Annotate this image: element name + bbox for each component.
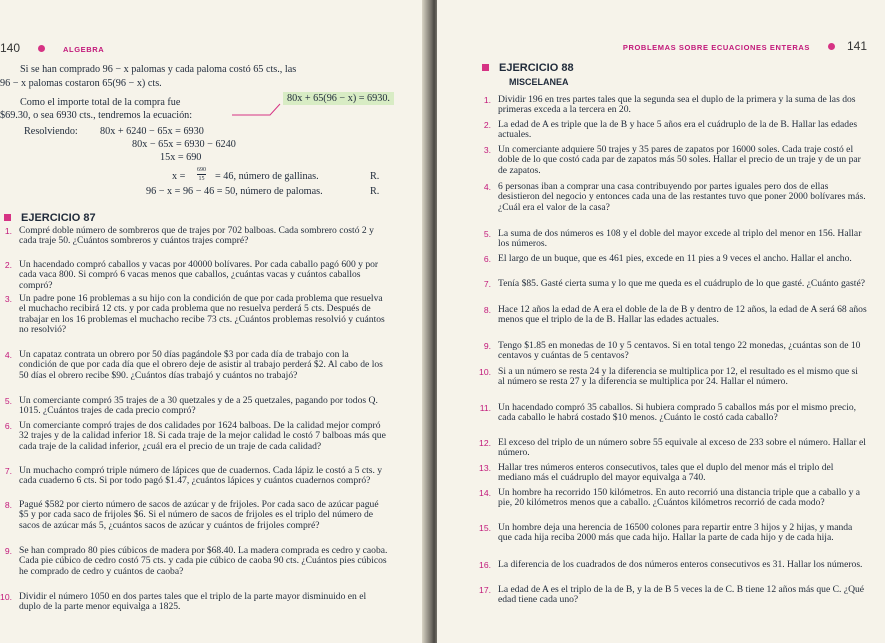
problem-number: 8. — [483, 305, 491, 315]
problem-number: 8. — [4, 500, 12, 510]
fraction-denominator: 15 — [198, 176, 205, 182]
ex87-problem-2 — [0, 260, 388, 291]
problem-number: 11. — [479, 403, 491, 413]
problem-text: Un comerciante compró trajes de dos calidades por 1624 balboas. De la calidad mejor compró 32 trajes y de la calidad inferior 18. Si cada traje de la mejor calidad le costó 7 balboas más que cada traje de la calidad inferior, ¿cuál era el precio de un traje de cada calidad? — [19, 420, 386, 452]
problem-text: El largo de un buque, que es 461 pies, excede en 11 pies a 9 veces el ancho. Hallar el ancho. — [498, 253, 852, 264]
ex88-problem-1 — [479, 95, 867, 116]
ex88-problem-7 — [479, 279, 867, 289]
problem-number: 5. — [4, 396, 12, 406]
left-running-head: ALGEBRA — [63, 45, 105, 54]
ex88-problem-14 — [479, 488, 867, 509]
problem-text: Un comerciante adquiere 50 trajes y 35 pares de zapatos por 16000 soles. Cada traje costó el doble de lo que costó cada par de zapatos más 50 soles. Hallar el precio de un traje y de un par de zapatos. — [498, 144, 861, 176]
problem-number: 7. — [483, 279, 491, 289]
problem-number: 3. — [4, 294, 12, 304]
left-header — [0, 39, 104, 57]
exercise-87-heading — [4, 208, 96, 226]
ex88-problem-15 — [479, 523, 867, 544]
exercise-marker-icon — [482, 64, 489, 71]
exercise-87-title: EJERCICIO 87 — [21, 212, 96, 224]
ex87-problem-7 — [0, 466, 388, 487]
problem-text: Un padre pone 16 problemas a su hijo con la condición de que por cada problema que resuelva el muchacho recibirá 12 cts. y por cada problema que no resuelva perderá 5 cts. Después de trabajar en los 16 problemas el muchacho recibe 73 cts. ¿Cuántos problemas resolvió y cuántos no resolvió? — [19, 293, 385, 336]
solve-step-3: 15x = 690 — [160, 152, 202, 163]
solve-step-5-result: R. — [370, 186, 380, 197]
ex87-problem-3 — [0, 294, 388, 336]
problem-text: Si a un número se resta 24 y la diferencia se multiplica por 12, el resultado es el mismo que si al número se resta 27 y la diferencia se multiplica por 24. Hallar el número. — [498, 366, 858, 388]
problem-text: La diferencia de los cuadrados de dos números enteros consecutivos es 31. Hallar los números. — [498, 559, 863, 570]
miscelanea-subtitle: MISCELANEA — [509, 77, 569, 87]
problem-text: Tenía $85. Gasté cierta suma y lo que me queda es el cuádruplo de lo que gasté. ¿Cuánto gasté? — [498, 278, 865, 289]
problem-number: 2. — [4, 260, 12, 270]
problem-text: Dividir 196 en tres partes tales que la segunda sea el duplo de la primera y la suma de las dos primeras exceda a la tercera en 20. — [498, 94, 856, 116]
ex87-problem-6 — [0, 421, 388, 452]
problem-text: Dividir el número 1050 en dos partes tales que el triplo de la parte mayor disminuido en el duplo de la parte menor equivalga a 1825. — [19, 591, 367, 613]
right-header-dot — [828, 43, 835, 50]
right-header — [623, 37, 867, 55]
left-page-number: 140 — [0, 41, 21, 55]
ex87-problem-9 — [0, 546, 388, 577]
equation-pointer — [230, 100, 282, 118]
solve-step-1: 80x + 6240 − 65x = 6930 — [100, 126, 204, 137]
ex88-problem-12 — [479, 438, 867, 459]
problem-text: Un capataz contrata un obrero por 50 días pagándole $3 por cada día de trabajo con la condición de que por cada día que el obrero deje de asistir al trabajo perderá $2. Al cabo de los 50 días el obrero recibe $90. ¿Cuántos días trabajó y cuántos no trabajó? — [19, 349, 383, 381]
problem-number: 7. — [4, 466, 12, 476]
problem-number: 9. — [483, 341, 491, 351]
problem-text: La edad de A es el triplo de la de B, y la de B 5 veces la de C. B tiene 12 años más que C. ¿Qué edad tiene cada uno? — [498, 584, 865, 606]
ex88-problem-5 — [479, 229, 867, 250]
problem-number: 15. — [479, 523, 491, 533]
exercise-88-heading — [482, 58, 574, 76]
solving-label: Resolviendo: — [24, 126, 78, 137]
exercise-marker-icon — [4, 214, 11, 221]
problem-text: Hace 12 años la edad de A era el doble de la de B y dentro de 12 años, la edad de A será 68 años menos que el triplo de la de B. Hallar las edades actuales. — [498, 304, 867, 326]
solve-step-4-result: R. — [370, 171, 380, 182]
problem-number: 12. — [479, 438, 491, 448]
problem-number: 17. — [479, 585, 491, 595]
ex88-problem-17 — [479, 585, 867, 606]
problem-text: Un comerciante compró 35 trajes de a 30 quetzales y de a 25 quetzales, pagando por todos Q. 1015. ¿Cuántos trajes de cada precio compró? — [19, 395, 378, 417]
problem-number: 5. — [483, 229, 491, 239]
left-page — [0, 0, 428, 643]
problem-number: 4. — [4, 350, 12, 360]
fraction-numerator: 690 — [197, 167, 206, 173]
problem-number: 14. — [479, 488, 491, 498]
ex87-problem-8 — [0, 500, 388, 531]
solve-step-4a: x = — [172, 171, 186, 182]
problem-text: Hallar tres números enteros consecutivos, tales que el duplo del menor más el triplo del mediano más el cuádruplo del mayor equivalga a 740. — [498, 462, 834, 484]
intro-line-1: Si se han comprado 96 − x palomas y cada paloma costó 65 cts., las — [20, 64, 297, 75]
solve-step-2: 80x − 65x = 6930 − 6240 — [132, 139, 236, 150]
problem-number: 13. — [479, 463, 491, 473]
fraction — [197, 166, 206, 183]
problem-text: 6 personas iban a comprar una casa contribuyendo por partes iguales pero dos de ellas desistieron del negocio y entonces cada una de las restantes tuvo que poner 2000 bolívares más. ¿Cuál era el valor de la casa? — [498, 181, 866, 213]
left-header-dot — [38, 45, 45, 52]
problem-number: 10. — [479, 367, 491, 377]
problem-text: Un hombre ha recorrido 150 kilómetros. En auto recorrió una distancia triple que a caballo y a pie, 20 kilómetros menos que a caballo. ¿Cuántos kilómetros recorrió de cada modo? — [498, 487, 861, 509]
problem-number: 4. — [483, 182, 491, 192]
problem-text: Compré doble número de sombreros que de trajes por 702 balboas. Cada sombrero costó 2 y cada traje 50. ¿Cuántos sombreros y cuántos trajes compré? — [19, 225, 374, 247]
problem-text: Un hacendado compró 35 caballos. Si hubiera comprado 5 caballos más por el mismo precio, cada caballo le habrá costado $10 menos. ¿Cuánto le costó cada caballo? — [498, 402, 857, 424]
problem-number: 1. — [4, 226, 12, 236]
ex88-problem-16 — [479, 560, 867, 570]
problem-number: 9. — [4, 546, 12, 556]
problem-text: La edad de A es triple que la de B y hace 5 años era el cuádruplo de la de B. Hallar las edades actuales. — [498, 119, 858, 141]
ex88-problem-11 — [479, 403, 867, 424]
right-page — [437, 0, 885, 643]
ex88-problem-2 — [479, 120, 867, 141]
problem-text: Un hombre deja una herencia de 16500 colones para repartir entre 3 hijos y 2 hijas, y manda que cada hija reciba 2000 más que cada hijo. Hallar la parte de cada hijo y de cada hija. — [498, 522, 853, 544]
problem-number: 16. — [479, 560, 491, 570]
problem-text: Tengo $1.85 en monedas de 10 y 5 centavos. Si en total tengo 22 monedas, ¿cuántas son de 10 centavos y cuántas de 5 centavos? — [498, 340, 861, 362]
right-running-head: PROBLEMAS SOBRE ECUACIONES ENTERAS — [622, 43, 810, 52]
ex88-problem-3 — [479, 145, 867, 176]
ex88-problem-10 — [479, 367, 867, 388]
problem-number: 1. — [483, 95, 491, 105]
problem-text: Un hacendado compró caballos y vacas por 40000 bolívares. Por cada caballo pagó 600 y por cada vaca 800. Si compró 6 vacas menos que caballos, ¿cuántas vacas y cuántos caballos compró? — [19, 259, 379, 291]
intro-line-3: Como el importe total de la compra fue — [20, 97, 181, 108]
problem-text: Un muchacho compró triple número de lápices que de cuadernos. Cada lápiz le costó a 5 cts. y cada cuaderno 6 cts. Si por todo pagó $1.47, ¿cuántos lápices y cuántos cuadernos compró? — [19, 465, 383, 487]
ex88-problem-9 — [479, 341, 867, 362]
ex88-problem-13 — [479, 463, 867, 484]
ex87-problem-1 — [0, 226, 388, 247]
equation-highlight: 80x + 65(96 − x) = 6930. — [283, 92, 394, 105]
problem-text: Pagué $582 por cierto número de sacos de azúcar y de frijoles. Por cada saco de azúcar pagué $5 y por cada saco de frijoles $6. Si el número de sacos de frijoles es el triplo del número de sacos de azúcar más 5, ¿cuántos sacos de azúcar y cuántos de frijoles compré? — [19, 499, 379, 531]
ex88-problem-4 — [479, 182, 867, 213]
problem-number: 2. — [483, 120, 491, 130]
solve-step-5: 96 − x = 96 − 46 = 50, número de palomas. — [146, 186, 323, 197]
problem-number: 6. — [4, 421, 12, 431]
ex88-problem-6 — [479, 254, 867, 264]
right-page-number: 141 — [846, 39, 867, 53]
intro-line-4: $69.30, o sea 6930 cts., tendremos la ecuación: — [0, 110, 193, 121]
problem-number: 6. — [483, 254, 491, 264]
problem-text: El exceso del triplo de un número sobre 55 equivale al exceso de 233 sobre el número. Hallar el número. — [498, 437, 866, 459]
problem-number: 10. — [0, 592, 12, 602]
intro-line-2: 96 − x palomas costaron 65(96 − x) cts. — [0, 78, 162, 89]
solve-step-4b: = 46, número de gallinas. — [215, 171, 319, 182]
ex87-problem-10 — [0, 592, 388, 613]
problem-text: Se han comprado 80 pies cúbicos de madera por $68.40. La madera comprada es cedro y caoba. Cada pie cúbico de cedro costó 75 cts. y cada pie cúbico de caoba 90 cts. ¿Cuántos pies cúbicos he comprado de cedro y cuántos de caoba? — [19, 545, 388, 577]
ex87-problem-4 — [0, 350, 388, 381]
ex87-problem-5 — [0, 396, 388, 417]
ex88-problem-8 — [479, 305, 867, 326]
problem-number: 3. — [483, 145, 491, 155]
exercise-88-title: EJERCICIO 88 — [499, 62, 574, 74]
problem-text: La suma de dos números es 108 y el doble del mayor excede al triplo del menor en 156. Hallar los números. — [498, 228, 862, 250]
